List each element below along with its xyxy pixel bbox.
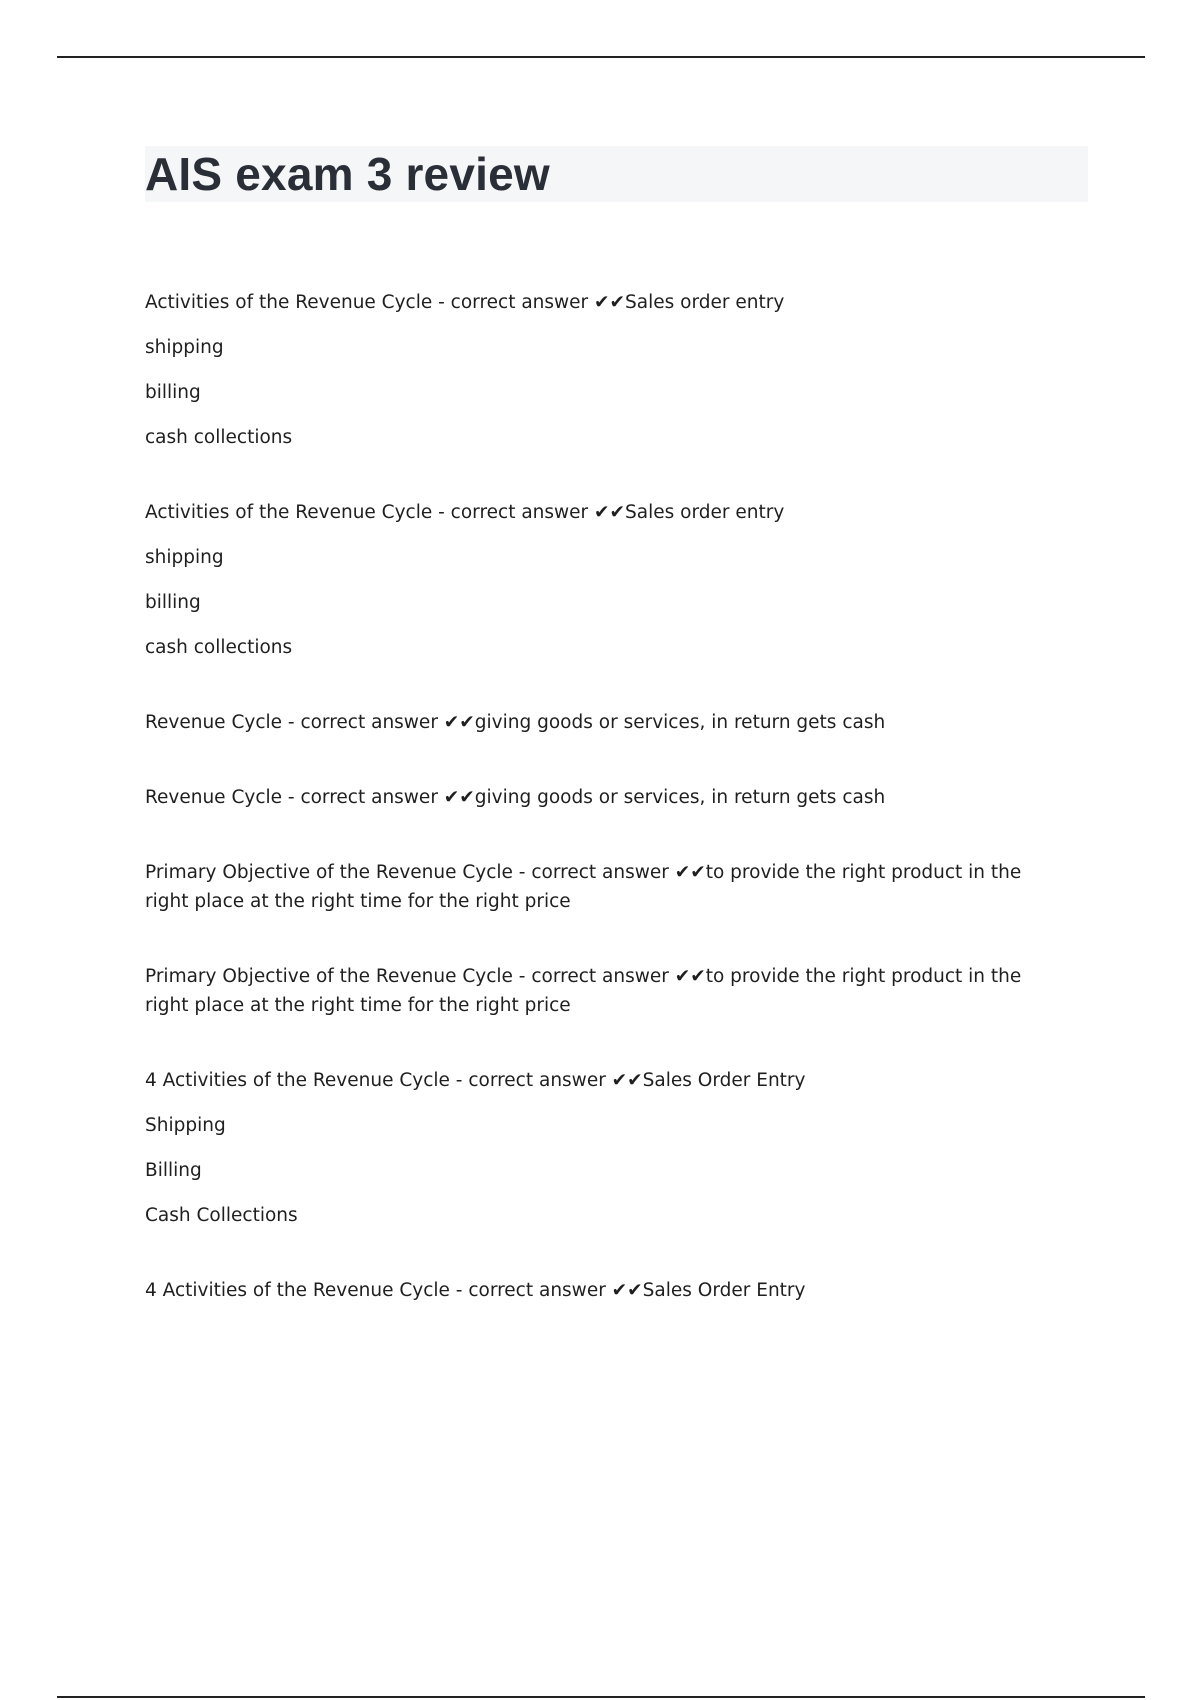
qa-text: Primary Objective of the Revenue Cycle - correct answer ✔✔to provide the right product in the right place at the right time for the right price [145, 862, 1022, 912]
qa-entry [145, 1066, 1065, 1230]
qa-text: shipping [145, 337, 224, 358]
qa-text: Activities of the Revenue Cycle - correct answer ✔✔Sales order entry [145, 502, 785, 523]
qa-text: billing [145, 382, 201, 403]
header-rule [57, 56, 1145, 58]
qa-text: Cash Collections [145, 1205, 298, 1226]
qa-text: Primary Objective of the Revenue Cycle - correct answer ✔✔to provide the right product in the right place at the right time for the right price [145, 966, 1022, 1016]
qa-text: Revenue Cycle - correct answer ✔✔giving goods or services, in return gets cash [145, 712, 886, 733]
qa-entry [145, 288, 1065, 452]
qa-text: 4 Activities of the Revenue Cycle - correct answer ✔✔Sales Order Entry [145, 1280, 806, 1301]
qa-entry [145, 1276, 1065, 1305]
qa-entry [145, 708, 1065, 737]
document-title: AIS exam 3 review [145, 148, 550, 200]
qa-text: cash collections [145, 427, 293, 448]
qa-entry [145, 498, 1065, 662]
qa-text: Activities of the Revenue Cycle - correct answer ✔✔Sales order entry [145, 292, 785, 313]
footer-rule [57, 1696, 1145, 1698]
qa-text: shipping [145, 547, 224, 568]
qa-text: billing [145, 592, 201, 613]
qa-text: Revenue Cycle - correct answer ✔✔giving goods or services, in return gets cash [145, 787, 886, 808]
document-body [145, 288, 1065, 1351]
qa-text: Billing [145, 1160, 202, 1181]
qa-entry [145, 783, 1065, 812]
qa-text: cash collections [145, 637, 293, 658]
qa-entry [145, 858, 1065, 916]
qa-entry [145, 962, 1065, 1020]
qa-text: Shipping [145, 1115, 226, 1136]
qa-text: 4 Activities of the Revenue Cycle - correct answer ✔✔Sales Order Entry [145, 1070, 806, 1091]
